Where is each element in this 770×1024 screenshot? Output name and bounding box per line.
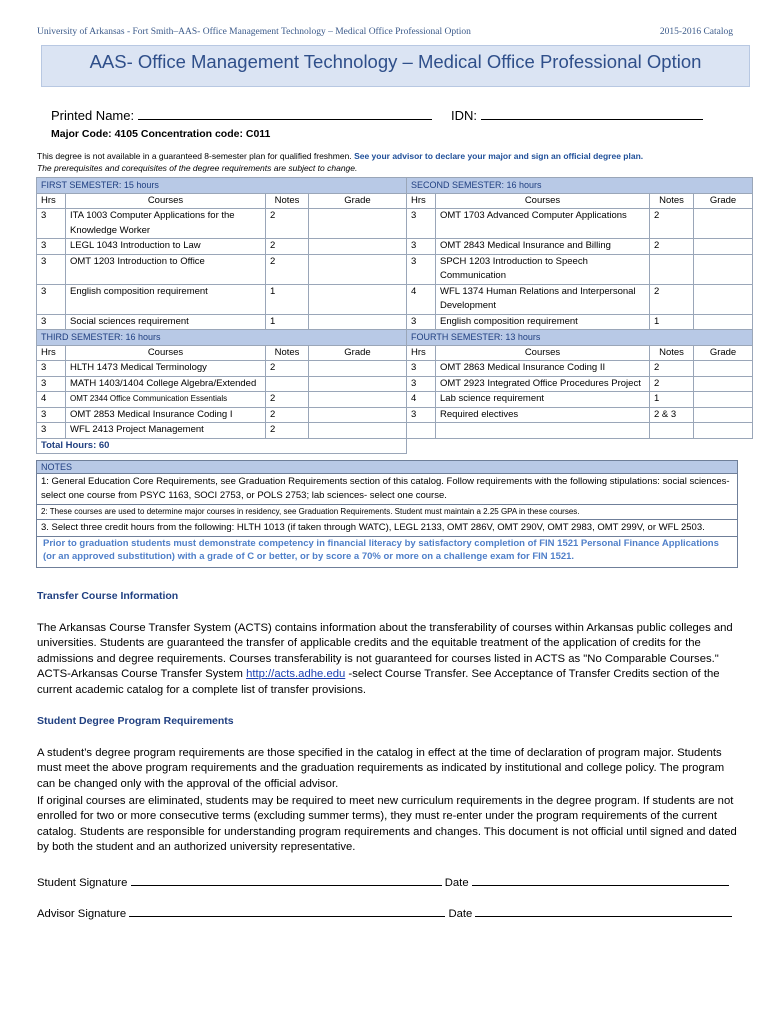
right-course: OMT 2863 Medical Insurance Coding II	[436, 361, 650, 377]
advisor-date-label: Date	[448, 908, 473, 920]
right-grade	[694, 376, 753, 392]
right-grade	[694, 361, 753, 377]
printed-name-label: Printed Name:	[51, 108, 135, 123]
student-signature-line[interactable]	[131, 873, 442, 886]
fourth-semester-title: FOURTH SEMESTER: 13 hours	[407, 330, 753, 346]
left-notes: 2	[266, 407, 309, 423]
transfer-text: The Arkansas Course Transfer System (ACTS) contains information about the transferability of courses within Arkansas public colleges and universities. Students are guaranteed the transfer of applicable credits and the equitable treatment of the application of credits for the admissions and degree requirements. Courses transferability is not guaranteed for courses listed in ACTS as "No Comparable Courses." ACTS-Arkansas Course Transfer System	[37, 622, 733, 681]
left-notes	[266, 376, 309, 392]
note-1: 1: General Education Core Requirements, see Graduation Requirements section of this catalog. Follow requirements with the following stipulations: social sciences- select one course from PSYC 1163, SOCI 2753, or POLS 2753; lab sciences- select one course.	[37, 474, 737, 505]
course-row	[37, 209, 753, 239]
requirements-heading: Student Degree Program Requirements	[37, 715, 234, 727]
course-row	[37, 254, 753, 284]
left-notes: 1	[266, 314, 309, 330]
semester-block-2	[37, 361, 753, 439]
col-hrs: Hrs	[37, 345, 66, 361]
advisor-signature-line[interactable]	[129, 904, 445, 917]
right-hours: 3	[407, 376, 436, 392]
right-course: OMT 2923 Integrated Office Procedures Project	[436, 376, 650, 392]
left-notes: 2	[266, 254, 309, 284]
right-course: WFL 1374 Human Relations and Interpersonal Development	[436, 284, 650, 314]
major-code: Major Code: 4105 Concentration code: C011	[51, 128, 271, 140]
left-course: WFL 2413 Project Management	[66, 423, 266, 439]
course-row	[37, 239, 753, 255]
course-row	[37, 376, 753, 392]
col-notes: Notes	[266, 345, 309, 361]
left-notes: 2	[266, 239, 309, 255]
transfer-heading: Transfer Course Information	[37, 590, 179, 602]
advisor-date-line[interactable]	[475, 904, 732, 917]
transfer-text-end: -select Course Transfer. See Acceptance of Transfer Credits section of the current academic catalog for a complete list of transfer provisions.	[37, 668, 720, 696]
right-notes: 2	[650, 209, 694, 239]
left-hours: 3	[37, 284, 66, 314]
student-signature-row[interactable]	[37, 873, 729, 889]
right-notes: 1	[650, 392, 694, 408]
col-courses: Courses	[66, 345, 266, 361]
col-hrs: Hrs	[407, 193, 436, 209]
right-course	[436, 423, 650, 439]
right-hours	[407, 423, 436, 439]
left-grade	[309, 407, 407, 423]
right-hours: 3	[407, 407, 436, 423]
col-notes: Notes	[266, 193, 309, 209]
intro-prereq-note: The prerequisites and corequisites of the degree requirements are subject to change.	[37, 163, 358, 173]
right-hours: 4	[407, 284, 436, 314]
printed-name-line[interactable]	[138, 106, 432, 120]
right-notes: 2	[650, 376, 694, 392]
advisor-signature-row[interactable]	[37, 904, 732, 920]
left-course: MATH 1403/1404 College Algebra/Extended	[66, 376, 266, 392]
right-grade	[694, 392, 753, 408]
right-grade	[694, 284, 753, 314]
col-hrs: Hrs	[407, 345, 436, 361]
course-row	[37, 361, 753, 377]
col-hrs: Hrs	[37, 193, 66, 209]
left-notes: 2	[266, 392, 309, 408]
col-grade: Grade	[694, 345, 753, 361]
printed-name-field[interactable]	[51, 106, 432, 123]
left-hours: 3	[37, 361, 66, 377]
student-date-label: Date	[444, 877, 469, 889]
left-notes: 2	[266, 361, 309, 377]
header-program: University of Arkansas - Fort Smith–AAS- Office Management Technology – Medical Office Professional Option	[37, 27, 471, 37]
right-hours: 3	[407, 209, 436, 239]
left-grade	[309, 284, 407, 314]
col-courses: Courses	[66, 193, 266, 209]
right-notes: 2 & 3	[650, 407, 694, 423]
semester-header-row	[37, 330, 753, 346]
right-notes: 1	[650, 314, 694, 330]
left-hours: 4	[37, 392, 66, 408]
idn-field[interactable]	[451, 106, 703, 123]
student-date-line[interactable]	[472, 873, 729, 886]
course-row	[37, 423, 753, 439]
course-row	[37, 407, 753, 423]
first-semester-title: FIRST SEMESTER: 15 hours	[37, 178, 407, 194]
right-course: Required electives	[436, 407, 650, 423]
right-notes	[650, 254, 694, 284]
left-grade	[309, 392, 407, 408]
total-hours: Total Hours: 60	[37, 438, 407, 454]
course-row	[37, 284, 753, 314]
left-notes: 1	[266, 284, 309, 314]
right-notes	[650, 423, 694, 439]
left-course: ITA 1003 Computer Applications for the Knowledge Worker	[66, 209, 266, 239]
left-course: English composition requirement	[66, 284, 266, 314]
left-course: OMT 2853 Medical Insurance Coding I	[66, 407, 266, 423]
col-notes: Notes	[650, 193, 694, 209]
col-courses: Courses	[436, 193, 650, 209]
right-course: OMT 2843 Medical Insurance and Billing	[436, 239, 650, 255]
financial-literacy-note: Prior to graduation students must demonstrate competency in financial literacy by satisfactory completion of FIN 1521 Personal Finance Applications (or an approved substitution) with a grade of C or better, or by score a 70% or more on a challenge exam for FIN 1521.	[43, 538, 719, 562]
col-courses: Courses	[436, 345, 650, 361]
requirements-paragraph-2: If original courses are eliminated, students may be required to meet new curriculum requirements in the degree program. If students are not enrolled for two or more consecutive terms (excluding summer terms), they must re-enter under the program requirements of the current catalog. Students are responsible for understanding program requirements and changes. This document is not official until signed and dated by both the student and an authorized university representative.	[37, 795, 737, 854]
acts-link[interactable]: http://acts.adhe.edu	[246, 668, 346, 681]
course-row	[37, 314, 753, 330]
semester-block-1	[37, 209, 753, 330]
note-2: 2: These courses are used to determine major courses in residency, see Graduation Requirements. Student must maintain a 2.25 GPA in these courses.	[37, 505, 737, 520]
left-course: OMT 1203 Introduction to Office	[66, 254, 266, 284]
intro-advisor-note: See your advisor to declare your major and sign an official degree plan.	[354, 151, 644, 161]
idn-label: IDN:	[451, 108, 477, 123]
right-grade	[694, 314, 753, 330]
column-header-row	[37, 345, 753, 361]
left-course: Social sciences requirement	[66, 314, 266, 330]
col-notes: Notes	[650, 345, 694, 361]
right-grade	[694, 209, 753, 239]
right-grade	[694, 239, 753, 255]
left-hours: 3	[37, 209, 66, 239]
left-hours: 3	[37, 254, 66, 284]
right-grade	[694, 407, 753, 423]
right-course: SPCH 1203 Introduction to Speech Communication	[436, 254, 650, 284]
intro-guarantee	[37, 151, 643, 161]
col-grade: Grade	[309, 193, 407, 209]
right-hours: 3	[407, 239, 436, 255]
total-hours-row	[37, 438, 753, 454]
right-hours: 3	[407, 254, 436, 284]
right-notes: 2	[650, 361, 694, 377]
right-notes: 2	[650, 284, 694, 314]
right-course: Lab science requirement	[436, 392, 650, 408]
left-grade	[309, 209, 407, 239]
left-grade	[309, 239, 407, 255]
right-hours: 3	[407, 314, 436, 330]
left-hours: 3	[37, 239, 66, 255]
left-grade	[309, 314, 407, 330]
left-grade	[309, 376, 407, 392]
student-signature-label: Student Signature	[37, 877, 128, 889]
semester-header-row	[37, 178, 753, 194]
left-hours: 3	[37, 376, 66, 392]
left-hours: 3	[37, 407, 66, 423]
header-catalog-year: 2015-2016 Catalog	[659, 27, 733, 37]
right-hours: 3	[407, 361, 436, 377]
notes-box	[36, 460, 738, 568]
right-course: OMT 1703 Advanced Computer Applications	[436, 209, 650, 239]
second-semester-title: SECOND SEMESTER: 16 hours	[407, 178, 753, 194]
advisor-signature-label: Advisor Signature	[37, 908, 127, 920]
left-grade	[309, 423, 407, 439]
course-row	[37, 392, 753, 408]
right-hours: 4	[407, 392, 436, 408]
col-grade: Grade	[694, 193, 753, 209]
degree-plan-table	[36, 177, 753, 454]
right-grade	[694, 254, 753, 284]
left-hours: 3	[37, 314, 66, 330]
right-course: English composition requirement	[436, 314, 650, 330]
left-notes: 2	[266, 423, 309, 439]
left-hours: 3	[37, 423, 66, 439]
third-semester-title: THIRD SEMESTER: 16 hours	[37, 330, 407, 346]
left-grade	[309, 361, 407, 377]
note-3: 3. Select three credit hours from the following: HLTH 1013 (if taken through WATC), LEGL 2133, OMT 286V, OMT 290V, OMT 2983, OMT 299V, or WFL 2503.	[37, 520, 737, 537]
column-header-row	[37, 193, 753, 209]
col-grade: Grade	[309, 345, 407, 361]
left-course: LEGL 1043 Introduction to Law	[66, 239, 266, 255]
left-course: OMT 2344 Office Communication Essentials	[66, 392, 266, 408]
transfer-paragraph	[37, 621, 737, 698]
intro-text: This degree is not available in a guaranteed 8-semester plan for qualified freshmen.	[37, 151, 352, 161]
right-grade	[694, 423, 753, 439]
right-notes: 2	[650, 239, 694, 255]
idn-line[interactable]	[481, 106, 703, 120]
requirements-paragraph-1: A student’s degree program requirements are those specified in the catalog in effect at the time of declaration of program major. Students must meet the above program requirements and the graduation requirements as indicated by institutional and college policy. The program can be changed only with the approval of the official advisor.	[37, 747, 725, 790]
notes-title: NOTES	[37, 461, 737, 474]
left-notes: 2	[266, 209, 309, 239]
left-grade	[309, 254, 407, 284]
left-course: HLTH 1473 Medical Terminology	[66, 361, 266, 377]
page-title: AAS- Office Management Technology – Medical Office Professional Option	[41, 45, 750, 87]
